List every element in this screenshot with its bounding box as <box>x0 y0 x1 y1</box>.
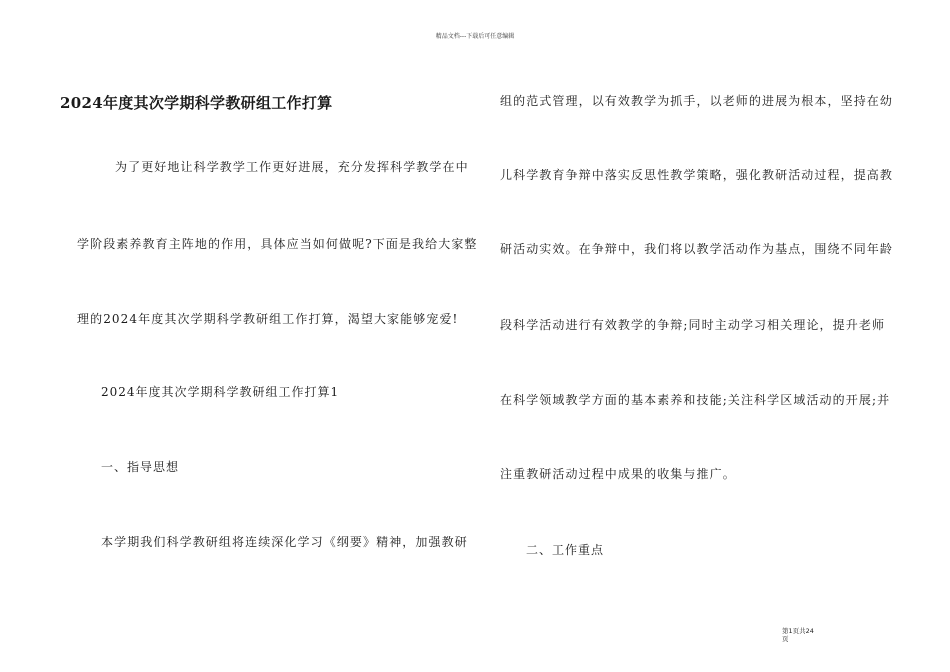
plan-title: 2024年度其次学期科学教研组工作打算1 <box>101 385 340 399</box>
header-note: 精品文档---下载后可任意编辑 <box>435 33 515 40</box>
section-heading-work-focus: 二、工作重点 <box>526 543 605 557</box>
right-line-5: 在科学领域教学方面的基本素养和技能;关注科学区域活动的开展;并 <box>500 393 891 407</box>
page-number-line-2: 页 <box>782 635 789 643</box>
right-line-2: 儿科学教育争辩中落实反思性教学策略，强化教研活动过程，提高教 <box>500 168 894 182</box>
section-heading-guiding-thought: 一、指导思想 <box>101 460 180 474</box>
intro-line-2: 学阶段素养教育主阵地的作用，具体应当如何做呢?下面是我给大家整 <box>77 237 478 251</box>
intro-line-1: 为了更好地让科学教学工作更好进展，充分发挥科学教学在中 <box>115 160 469 174</box>
section1-line-1: 本学期我们科学教研组将连续深化学习《纲要》精神，加强教研 <box>101 535 468 549</box>
right-line-4: 段科学活动进行有效教学的争辩;同时主动学习相关理论，提升老师 <box>500 318 886 332</box>
intro-line-3: 理的2024年度其次学期科学教研组工作打算，渴望大家能够宠爱! <box>77 312 459 326</box>
right-line-3: 研活动实效。在争辩中，我们将以教学活动作为基点，围绕不同年龄 <box>500 242 894 256</box>
page-number-line-1: 第1页共24 <box>782 627 814 635</box>
right-line-1: 组的范式管理，以有效教学为抓手，以老师的进展为根本，坚持在幼 <box>500 94 894 108</box>
right-line-6: 注重教研活动过程中成果的收集与推广。 <box>500 467 736 481</box>
document-title: 2024年度其次学期科学教研组工作打算 <box>60 94 333 112</box>
page-number <box>782 627 828 643</box>
